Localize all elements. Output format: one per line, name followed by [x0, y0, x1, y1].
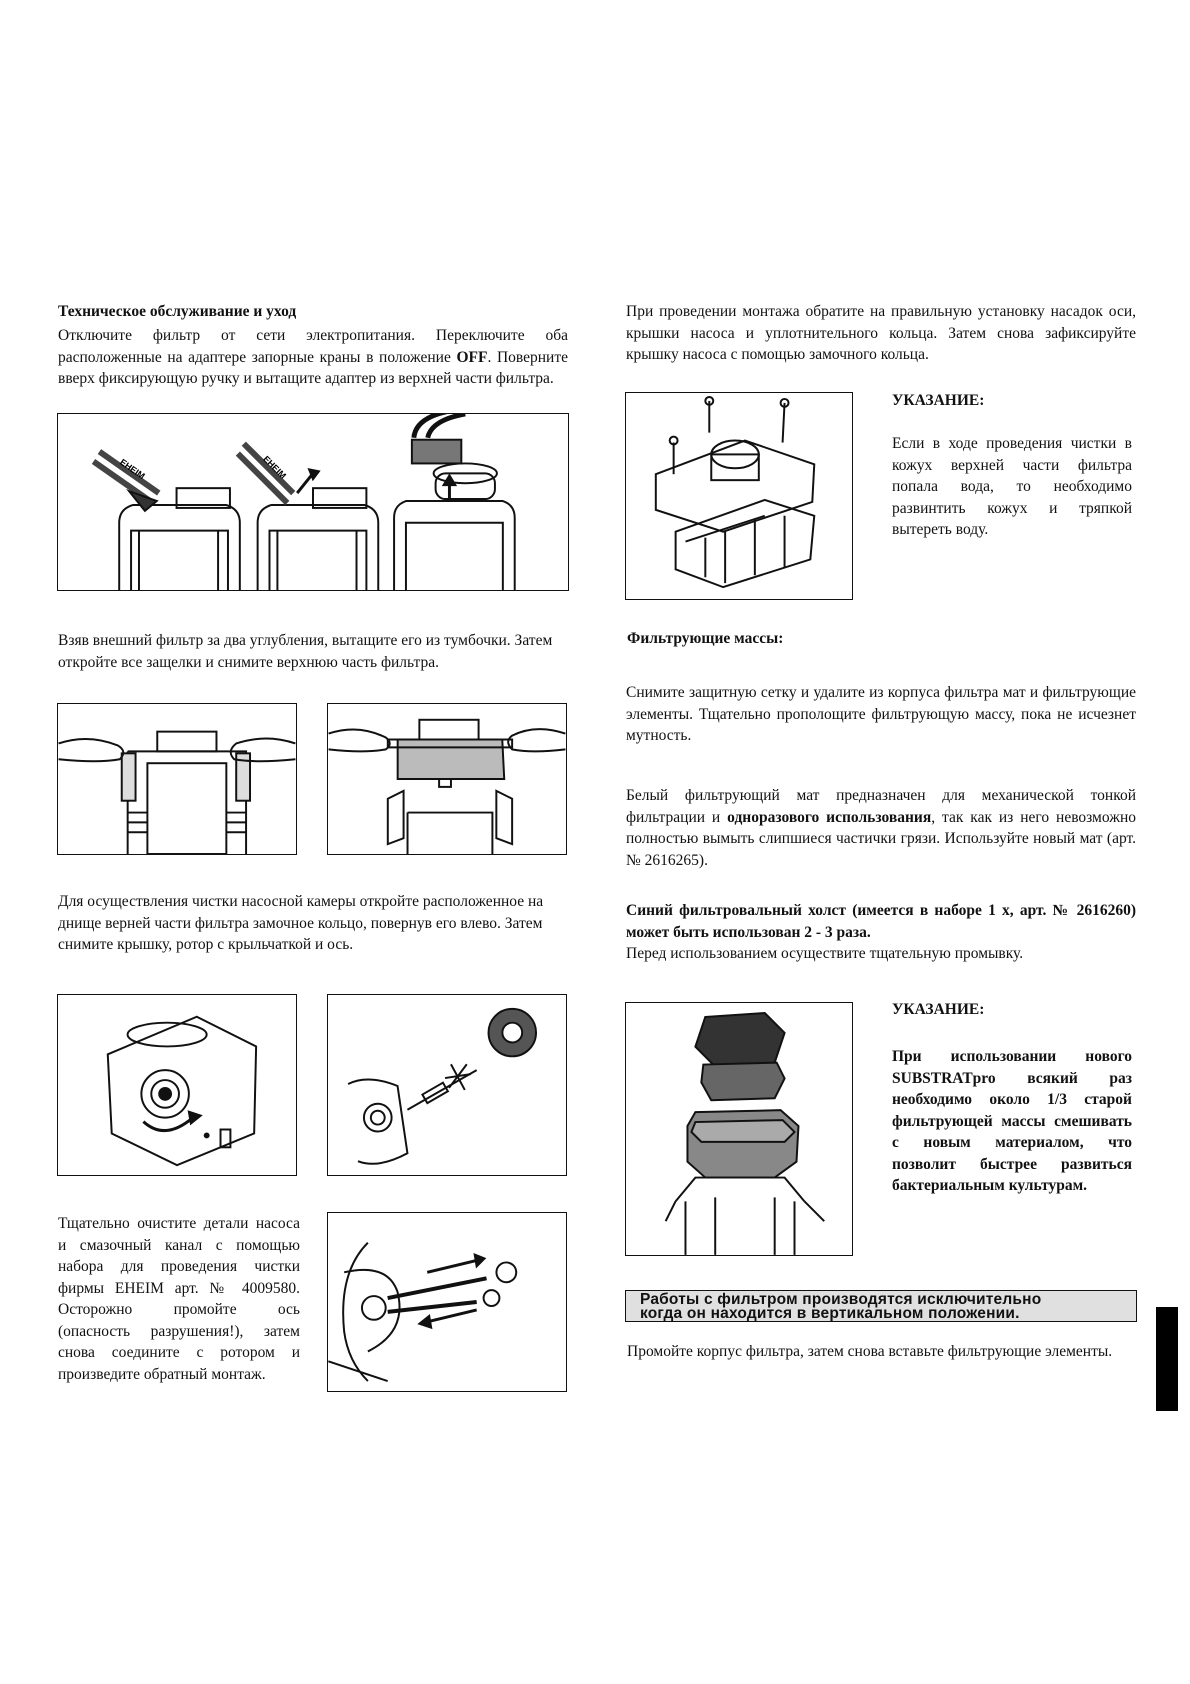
- banner-line-2: когда он находится в вертикальном положении.: [640, 1305, 1020, 1322]
- note1-title: УКАЗАНИЕ:: [892, 392, 985, 409]
- pump-housing-figure: [625, 392, 853, 600]
- filter-media-figure: [625, 1002, 853, 1256]
- warning-banner: [625, 1290, 1137, 1322]
- note2-text: При использовании нового SUBSTRATpro всякий раз необходимо около 1/3 старой фильтрующей массы смешивать с новым материалом, что позволит быстрее развиться бактериальным культурам.: [892, 1048, 1132, 1194]
- final-text: Промойте корпус фильтра, затем снова вставьте фильтрующие элементы.: [627, 1343, 1113, 1360]
- brand-label-2: EHEIM: [261, 453, 289, 481]
- maintenance-intro: [58, 325, 568, 390]
- page-edge-tab: [1156, 1307, 1178, 1411]
- pump-chamber-text: Для осуществления чистки насосной камеры откройте расположенное на днище верней части фильтра замочное кольцо, повернув его влево. Затем снимите крышку, ротор с крыльчаткой и ось.: [58, 893, 544, 953]
- cleaning-brush-figure: [327, 1212, 567, 1392]
- intro-off-label: OFF: [456, 348, 488, 366]
- intro-text-b: . Поверните вверх фиксирующую ручку и вытащите адаптер из верхней части фильтра.: [58, 348, 568, 387]
- p2-bold: одноразового использования: [727, 808, 932, 826]
- clean-parts-text: Тщательно очистите детали насоса и смазочный канал с помощью набора для проведения чистки фирмы EHEIM арт. № 4009580. Осторожно промойте ось (опасность разрушения!), затем снова соедините с ротором и произведите обратный монтаж.: [58, 1215, 300, 1383]
- filter-media-p2: [626, 785, 1136, 871]
- pump-cover-figure: [57, 994, 297, 1176]
- intro-text-a: Отключите фильтр от сети электропитания. Переключите оба расположенные на адаптере запорные краны в положение: [58, 327, 568, 366]
- brand-label-1: EHEIM: [118, 456, 147, 482]
- p2-text-a: Белый фильтрующий мат предназначен для механической тонкой фильтрации и: [626, 787, 1136, 826]
- filter-media-p3: [626, 900, 1136, 965]
- banner-line-1: Работы с фильтром производятся исключительно: [640, 1291, 1042, 1308]
- adapter-removal-illustration: [58, 414, 568, 590]
- filter-media-p1: Снимите защитную сетку и удалите из корпуса фильтра мат и фильтрующие элементы. Тщательно прополощите фильтрующую массу, пока не исчезнет мутность.: [626, 684, 1136, 744]
- lift-filter-figure-b: [327, 703, 567, 855]
- p3-bold: Синий фильтровальный холст (имеется в наборе 1 х, арт. № 2616260) может быть использован 2 - 3 раза.: [626, 902, 1136, 941]
- lift-filter-figure-a: [57, 703, 297, 855]
- p2-text-b: , так как из него невозможно полностью вымыть слипшиеся частички грязи. Используйте новый мат (арт. № 2616265).: [626, 808, 1136, 869]
- filter-media-heading: Фильтрующие массы:: [627, 630, 784, 647]
- rotor-removal-figure: [327, 994, 567, 1176]
- adapter-removal-figure: [57, 413, 569, 591]
- maintenance-heading: Техническое обслуживание и уход: [58, 303, 297, 320]
- note2-title: УКАЗАНИЕ:: [892, 1001, 985, 1018]
- assembly-text: При проведении монтажа обратите на правильную установку насадок оси, крышки насоса и уплотнительного кольца. Затем снова зафиксируйте крышку насоса с помощью замочного кольца.: [626, 303, 1136, 363]
- note1-text: Если в ходе проведения чистки в кожух верхней части фильтра попала вода, то необходимо развинтить кожух и тряпкой вытереть воду.: [892, 435, 1132, 538]
- lift-filter-text: Взяв внешний фильтр за два углубления, вытащите его из тумбочки. Затем откройте все защелки и снимите верхнюю часть фильтра.: [58, 632, 553, 671]
- p3-rest: Перед использованием осуществите тщательную промывку.: [626, 945, 1024, 962]
